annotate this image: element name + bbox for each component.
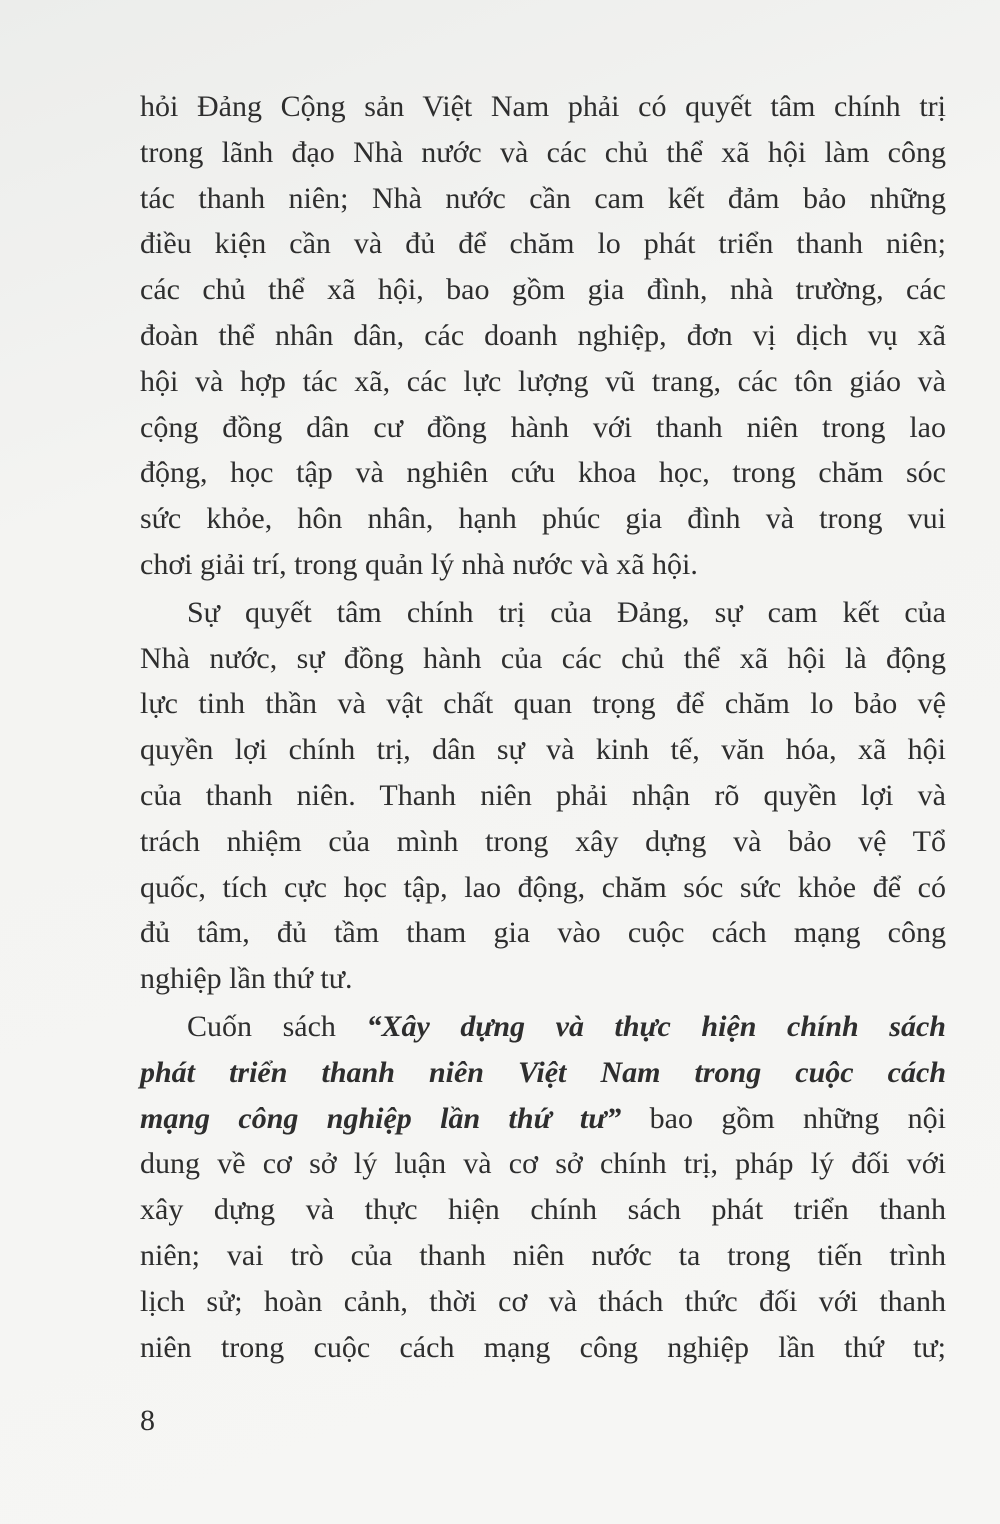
text-line: các chủ thể xã hội, bao gồm gia đình, nhà trường, các [140,273,946,307]
text-line [140,1050,946,1096]
text-line: tác thanh niên; Nhà nước cần cam kết đảm bảo những [140,181,946,215]
text-line: điều kiện cần và đủ để chăm lo phát triển thanh niên; [140,227,946,261]
text-line: động, học tập và nghiên cứu khoa học, trong chăm sóc [140,456,946,490]
text-line: niên trong cuộc cách mạng công nghiệp lần thứ tư; [140,1330,946,1364]
text-line: hỏi Đảng Cộng sản Việt Nam phải có quyết tâm chính trị [140,90,946,123]
paragraph-2 [140,590,946,1002]
text-line: sức khỏe, hôn nhân, hạnh phúc gia đình và trong vui [140,502,946,536]
text-line: đủ tâm, đủ tầm tham gia vào cuộc cách mạng công [140,916,946,950]
text-segment: Cuốn sách [187,1009,367,1043]
text-line: lịch sử; hoàn cảnh, thời cơ và thách thức đối với thanh [140,1284,946,1318]
text-line: Nhà nước, sự đồng hành của các chủ thể xã hội là động [140,641,946,675]
text-line: quốc, tích cực học tập, lao động, chăm sóc sức khỏe để có [140,870,946,904]
text-line [140,1096,946,1142]
text-line [140,1004,946,1050]
book-page-body [140,84,946,1372]
text-line: niên; vai trò của thanh niên nước ta trong tiến trình [140,1238,946,1272]
text-line: chơi giải trí, trong quản lý nhà nước và xã hội. [140,547,698,581]
text-line: nghiệp lần thứ tư. [140,962,353,996]
text-line: hội và hợp tác xã, các lực lượng vũ trang, các tôn giáo và [140,364,946,398]
text-line: quyền lợi chính trị, dân sự và kinh tế, văn hóa, xã hội [140,733,946,767]
text-line: dung về cơ sở lý luận và cơ sở chính trị, pháp lý đối với [140,1147,946,1181]
text-line: Sự quyết tâm chính trị của Đảng, sự cam kết của [187,595,946,629]
text-line: đoàn thể nhân dân, các doanh nghiệp, đơn vị dịch vụ xã [140,318,946,352]
paragraph-1 [140,84,946,588]
text-line: cộng đồng dân cư đồng hành với thanh niên trong lao [140,410,946,444]
text-line: trách nhiệm của mình trong xây dựng và bảo vệ Tổ [140,824,946,858]
page-number: 8 [140,1404,155,1437]
paragraph-3 [140,1004,946,1370]
text-line: xây dựng và thực hiện chính sách phát triển thanh [140,1193,946,1227]
text-line: trong lãnh đạo Nhà nước và các chủ thể xã hội làm công [140,135,946,169]
text-line: lực tinh thần và vật chất quan trọng để chăm lo bảo vệ [140,687,946,721]
book-title-emphasis: phát triển thanh niên Việt Nam trong cuộc cách [140,1055,946,1089]
book-title-emphasis: mạng công nghiệp lần thứ tư” [140,1101,622,1135]
text-line: của thanh niên. Thanh niên phải nhận rõ quyền lợi và [140,778,946,812]
book-title-emphasis: “Xây dựng và thực hiện chính sách [366,1009,946,1043]
text-segment: bao gồm những nội [621,1101,946,1135]
